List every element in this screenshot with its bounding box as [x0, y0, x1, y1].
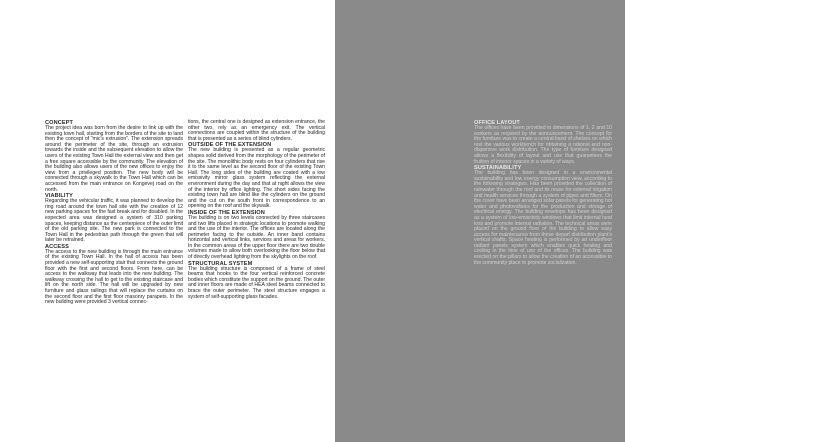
section-body: The building is on two levels connected by three staircases and two lifts placed in strategic locations to promote walking and the use of the interior. The offices are located along the perimeter facing to the outside. An inner band contains horizontal and vertical links, services and areas for workers. In the common areas of the upper floor there are two double volumes made to allow both overlooking the floor below that of directly overhead lighting from the skylights on the roof. [188, 214, 325, 261]
section-heading: CONCEPT [45, 120, 74, 126]
section-heading: SUSTAINABILITY [474, 165, 522, 172]
section-continuation [188, 120, 325, 142]
section-heading: ACCESS [45, 243, 69, 250]
section-inside-extension [188, 210, 325, 261]
section-body: The building structure is composed of a frame of steel beams that hooks to the four vertical reinforced concrete bodies which constitute the support on the ground. The outer and inner floors are made of HEA steel beams connected to brace the outer perimeter. The steel structure engages a system of self-supporting glass facades. [188, 265, 325, 300]
section-body: Regarding the vehicular traffic, it was planned to develop the ring road around the town hall site with the creation of 12 new parking spaces for the fast break and for disabled. In the expected area was designed a system of 310 parking spaces, keeping distance as the centerpiece of the outer limit of the old parking site. The new park is connected to the Town Hall in the pedestrian path through the green that will later be retrained. [45, 198, 183, 244]
text-column-3 [474, 120, 612, 266]
section-body: The new building is presented as a regular geometric shapes solid derived from the morphology of the perimeter of the site. The monolithic body rests on four cylinders that rise it to the same level as the second floor of the existing Town Hall. The long sides of the building are coated with a low emissivity mirror glass system reflecting the external environment during the day and that at night allows the view of the interior by office lighting. The short sides facing the existing town hall are blind like the cylinders on the ground and the cut on the south front in correspondence to an opening on the roof and the skywalk. [188, 147, 325, 210]
section-sustainability [474, 165, 612, 266]
section-heading: VIABILITY [45, 193, 73, 200]
text-column-1 [45, 120, 183, 306]
section-viability [45, 193, 183, 244]
section-heading: OFFICE LAYOUT [474, 120, 520, 126]
section-heading: STRUCTURAL SYSTEM [188, 260, 253, 267]
section-access [45, 244, 183, 306]
section-office-layout [474, 120, 612, 165]
section-outside-extension [188, 142, 325, 210]
section-body: The project idea was born from the desire to link up with the existing town hall, starting from the borders of the site to land then the concept of "mic's extrusion". The extension spreads around the perimeter of the site, through an extrusion towards the inside and the subsequent elevation to allow the users of the existing Town Hall the external view and then get a free square accessible by the community. The elevation of the building also allows users of the new offices to enjoy the view from a privileged position. The new body will be connected through a skywalk to the Town Hall which can be accessed from the main entrance on Kongevej road on the north. [45, 125, 183, 193]
section-structural-system [188, 261, 325, 301]
section-concept [45, 120, 183, 193]
section-body: The building has been designed in a environmental sustainability and low energy consumption view, according to the following strategies. Has been provided the collection of rainwater through the roof and its reuse for external irrigation and health services through a system of pipes and filters. On the cover have been arranged solar panels for generating hot water and photovoltaics for the production and storage of electrical energy. The building envelope has been designed as a system of low-emissivity windows that limit internal heat loss and promote internal radiation. The technical areas were placed on the ground floor of the building to allow easy access for maintenance from these depart distribution plant's vertical shafts. Space heating is performed by an underfloor radiant panels system which enables quick heating and cooling in the time of use of the offices. The building was erected on the pillars to allow the creation of an accessible to the community place to promote socialization. [474, 170, 612, 266]
section-heading: OUTSIDE OF THE EXTENSION [188, 142, 272, 149]
section-heading: INSIDE OF THE EXTENSION [188, 209, 265, 216]
section-body: The offices have been provided in dimensions of 1, 2 and 10 workers as required by the announcement. The concept for the furniture was to create a central band of shelves on which rest the various workbench for obtaining a rational and non-dispersive work distribution. The type of furniture designed allows a flexibility of layout and use that guarantees the fruition of interior spaces in a variety of ways. [474, 125, 612, 165]
section-body: The access to the new building is through the main entrance of the existing Town Hall. In the hall of access has been provided a new self-supporting stair that connects the ground floor with the first and second floors. From here, can be access to the walkway that leads into the new building. The walkway crossing the hall to get to the existing staircase and lift on the north side. The hall will be upgraded by new furniture and glass railings that will replace the curtains on the second floor and the first floor masonry parapets. In the new building were provided 3 vertical connec- [45, 248, 183, 306]
text-column-2 [188, 120, 325, 300]
section-body: tions, the central one is designed as extension entrance, the other two, rely as an emergency exit. The vertical connections are coupled within the structure of the building that is presented as a series of blind cylinders. [188, 119, 325, 142]
